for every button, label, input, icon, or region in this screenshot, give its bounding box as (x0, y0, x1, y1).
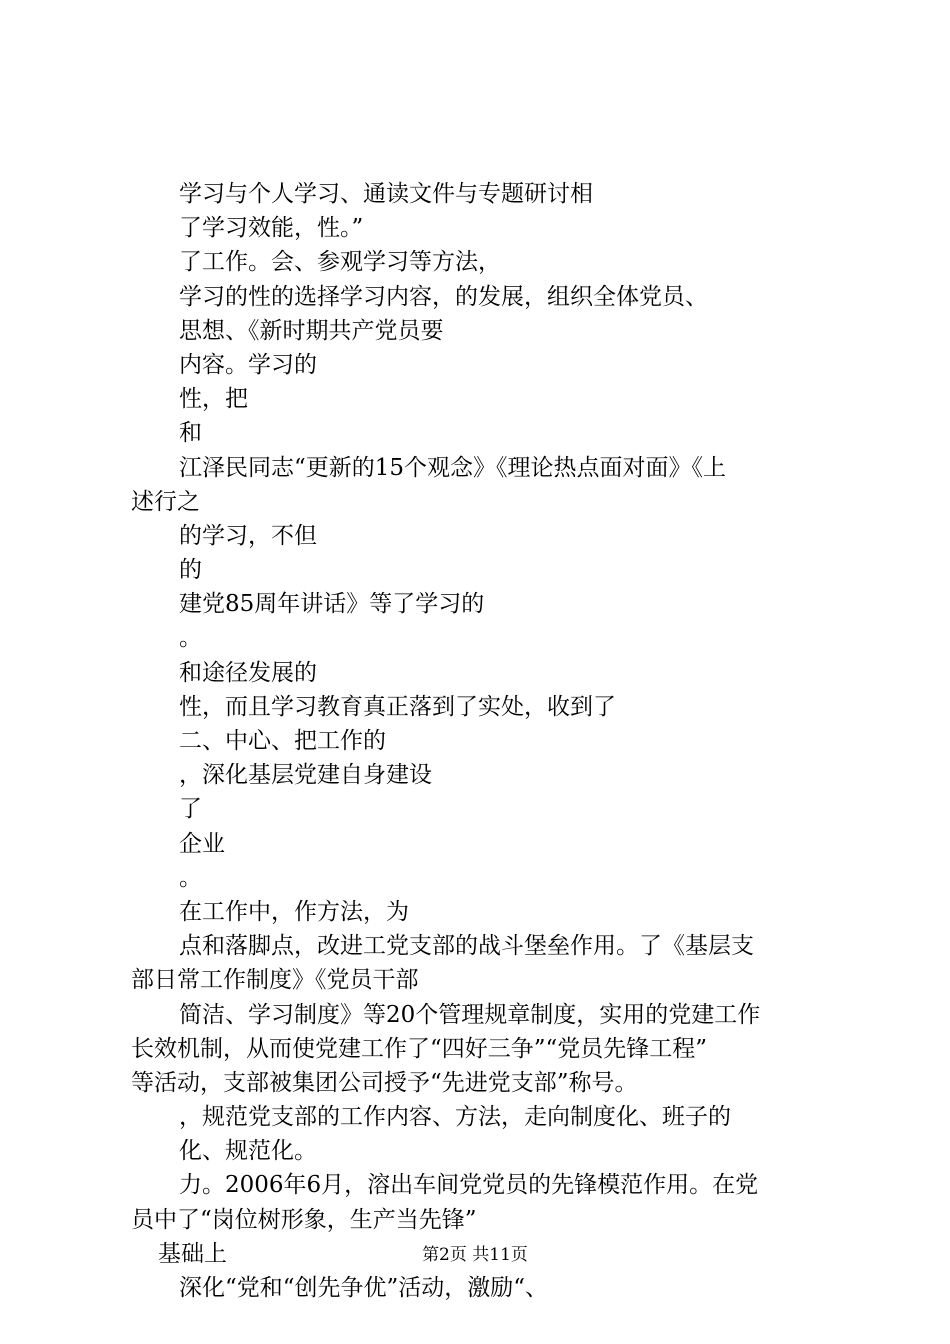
text-line: 的 (179, 557, 202, 584)
text-line: 建党85周年讲话》等了学习的 (179, 591, 485, 618)
text-line: ，深化基层党建自身建设 (179, 762, 432, 789)
text-line: 力。2006年6月，溶出车间党党员的先锋模范作用。在党 (179, 1172, 759, 1199)
text-line: 部日常工作制度》《党员干部 (131, 967, 419, 994)
text-line: 化、规范化。 (179, 1138, 317, 1165)
text-line: 二、中心、把工作的 (179, 728, 386, 754)
text-line: 和途径发展的 (179, 659, 317, 686)
text-line: 内容。学习的 (179, 351, 317, 378)
text-line: 的学习，不但 (179, 522, 317, 549)
text-line: 。 (179, 625, 202, 652)
text-line: 点和落脚点，改进工党支部的战斗堡垒作用。了《基层支 (179, 933, 754, 960)
text-line: 等活动，支部被集团公司授予“先进党支部”称号。 (131, 1069, 638, 1096)
text-line: 企业 (179, 830, 225, 857)
text-line: 简洁、学习制度》等20个管理规章制度，实用的党建工作 (179, 1001, 761, 1028)
body-text (131, 177, 836, 1305)
text-line: 。 (179, 864, 202, 891)
text-line: 基础上 (158, 1240, 227, 1267)
text-line: 学习的性的选择学习内容，的发展，组织全体党员、 (179, 283, 708, 310)
text-line: 性，而且学习教育真正落到了实处，收到了 (179, 693, 616, 720)
text-line: 了 (179, 796, 202, 823)
text-line: 在工作中，作方法，为 (179, 898, 409, 925)
page-number-label: 第2页 共11页 (422, 1245, 528, 1265)
text-line: 思想、《新时期共产党员要 (179, 317, 444, 344)
text-line: 性，把 (179, 386, 248, 413)
text-line: 了工作。会、参观学习等方法， (179, 249, 501, 276)
text-line: 江泽民同志“更新的15个观念》《理论热点面对面》《上 (179, 454, 727, 481)
text-line: 员中了“岗位树形象，生产当先锋” (131, 1206, 477, 1233)
page-footer (0, 1244, 950, 1266)
text-line: 述行之 (131, 488, 200, 515)
text-line: 了学习效能，性。” (179, 215, 364, 242)
text-line: ，规范党支部的工作内容、方法，走向制度化、班子的 (179, 1104, 731, 1131)
text-line: 长效机制，从而使党建工作了“四好三争”“党员先锋工程” (131, 1035, 708, 1062)
text-line: 深化“党和“创先争优”活动，激励“、 (179, 1275, 549, 1301)
text-line: 学习与个人学习、通读文件与专题研讨相 (179, 181, 593, 207)
text-line: 和 (179, 420, 202, 447)
